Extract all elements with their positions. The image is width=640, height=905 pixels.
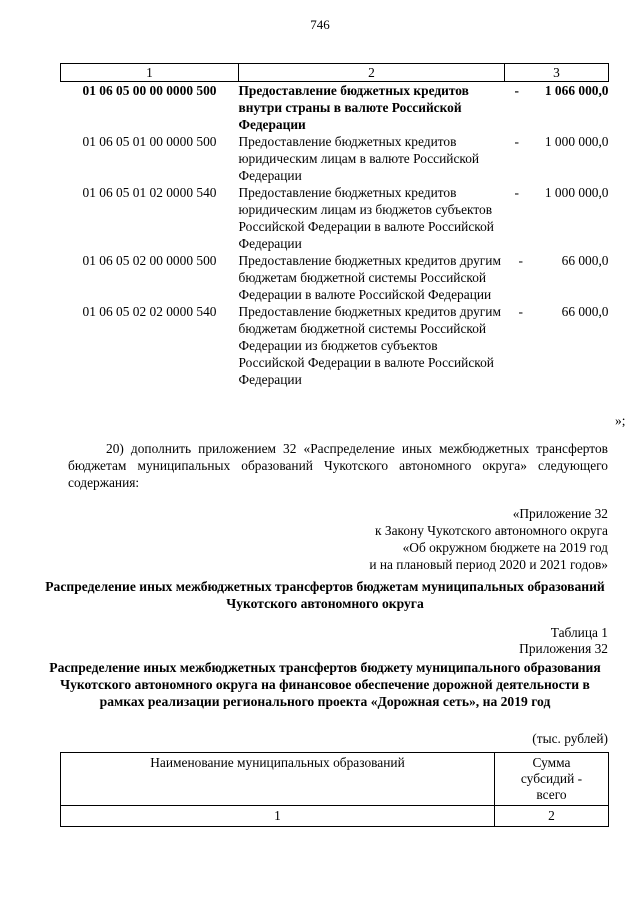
paragraph-20: 20) дополнить приложением 32 «Распределение иных межбюджетных трансфертов бюджетам муниципальных образований Чукотского автономного округа» следующего содержания: xyxy=(68,441,608,490)
amount-sign: - xyxy=(514,134,519,149)
column-number-row xyxy=(61,806,609,827)
column-header: 3 xyxy=(505,64,609,82)
appendix-heading xyxy=(369,505,608,573)
item-name: Предоставление бюджетных кредитов внутри страны в валюте Российской Федерации xyxy=(238,83,469,132)
appendix-line: к Закону Чукотского автономного округа xyxy=(375,523,608,538)
table-header-row xyxy=(61,64,609,82)
appendix-line: и на плановый период 2020 и 2021 годов» xyxy=(369,557,608,572)
budget-code: 01 06 05 01 00 0000 500 xyxy=(82,134,217,149)
table-row xyxy=(61,252,609,303)
item-name: Предоставление бюджетных кредитов другим бюджетам бюджетной системы Российской Федерации из бюджетов субъектов Российской Федерации в валюте Российской Федерации xyxy=(238,304,501,387)
appendix-line: «Приложение 32 xyxy=(512,506,608,521)
amount: 66 000,0 xyxy=(561,304,609,319)
main-title: Распределение иных межбюджетных трансфертов бюджетам муниципальных образований Чукотского автономного округа xyxy=(45,579,605,611)
amount-sign: - xyxy=(514,83,519,98)
column-header: 2 xyxy=(239,64,505,82)
item-name: Предоставление бюджетных кредитов другим бюджетам бюджетной системы Российской Федерации в валюте Российской Федерации xyxy=(238,253,501,302)
item-name: Предоставление бюджетных кредитов юридическим лицам из бюджетов субъектов Российской Федерации в валюте Российской Федерации xyxy=(238,185,494,251)
amount: 1 066 000,0 xyxy=(544,83,609,98)
table-label-line: Приложения 32 xyxy=(519,641,608,656)
table-title: Распределение иных межбюджетных трансфертов бюджету муниципального образования Чукотского автономного округа на финансовое обеспечение дорожной деятельности в рамках реализации регионального проекта «Дорожная сеть», на 2019 год xyxy=(49,660,601,709)
column-header: Наименование муниципальных образований xyxy=(61,753,495,806)
table-row xyxy=(61,82,609,134)
amount: 1 000 000,0 xyxy=(544,185,609,200)
credits-table xyxy=(60,63,609,388)
budget-code: 01 06 05 02 02 0000 540 xyxy=(82,304,217,319)
table-row xyxy=(61,133,609,184)
closing-quote: »; xyxy=(615,413,626,428)
table-row xyxy=(61,184,609,252)
appendix-line: «Об окружном бюджете на 2019 год xyxy=(402,540,608,555)
column-header: Сумма субсидий - всего xyxy=(495,753,609,806)
item-name: Предоставление бюджетных кредитов юридическим лицам в валюте Российской Федерации xyxy=(238,134,480,183)
budget-code: 01 06 05 02 00 0000 500 xyxy=(82,253,217,268)
column-number: 1 xyxy=(61,806,495,827)
amount-sign: - xyxy=(518,253,523,268)
amount: 1 000 000,0 xyxy=(544,134,609,149)
column-header: 1 xyxy=(61,64,239,82)
budget-code: 01 06 05 00 00 0000 500 xyxy=(82,83,217,98)
page-number: 746 xyxy=(310,17,330,32)
amount-sign: - xyxy=(514,185,519,200)
amount: 66 000,0 xyxy=(561,253,609,268)
units-label: (тыс. рублей) xyxy=(532,731,608,746)
table-label-line: Таблица 1 xyxy=(550,625,608,640)
transfers-table xyxy=(60,752,609,827)
amount-sign: - xyxy=(518,304,523,319)
table-header-row xyxy=(61,753,609,806)
budget-code: 01 06 05 01 02 0000 540 xyxy=(82,185,217,200)
column-number: 2 xyxy=(495,806,609,827)
table-label xyxy=(519,625,608,657)
table-row xyxy=(61,303,609,388)
